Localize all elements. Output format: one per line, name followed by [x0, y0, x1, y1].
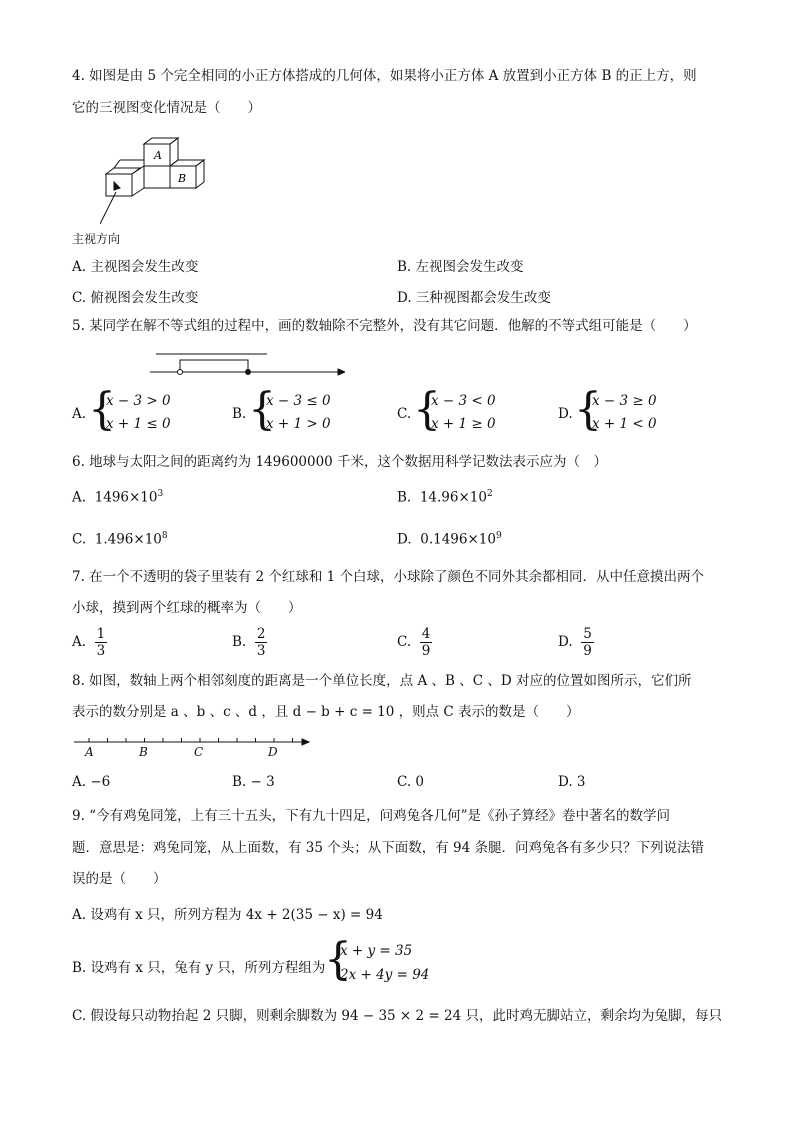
- q6-stem: 6. 地球与太阳之间的距离约为 149600000 千米，这个数据用科学记数法表示应为（ ）: [72, 454, 608, 470]
- q8-option-d[interactable]: D. 3: [558, 774, 586, 790]
- q6-option-d[interactable]: D. $0.1496\times 10^9$: [397, 531, 502, 548]
- q9-stem-line3: 误的是（ ）: [72, 871, 167, 887]
- q6-option-b[interactable]: B. $14.96\times 10^2$: [397, 489, 493, 506]
- cube-back: [106, 168, 140, 174]
- q4-option-a[interactable]: A. 主视图会发生改变: [72, 259, 199, 275]
- q8-option-b[interactable]: B. − 3: [232, 774, 275, 790]
- q5-option-d-letter[interactable]: D.: [558, 406, 573, 422]
- q6-option-a[interactable]: A. $1496\times 10^3$: [72, 489, 164, 506]
- q5-b-eq1: x − 3 ≤ 0: [266, 393, 331, 409]
- q5-b-eq2: x + 1 > 0: [266, 416, 331, 432]
- q5-d-eq1: x − 3 ≥ 0: [592, 393, 657, 409]
- cube-label-b: B: [178, 172, 187, 185]
- q7-option-a[interactable]: A. $\frac{1}{3}$: [72, 626, 106, 659]
- q5-d-eq2: x + 1 < 0: [592, 416, 657, 432]
- axis-label-d: D: [268, 745, 278, 759]
- q5-brace-d: {: [574, 384, 602, 435]
- q9-stem-line1: 9. “今有鸡兔同笼，上有三十五头，下有九十四足，问鸡兔各几何”是《孙子算经》卷中著名的数学问: [72, 808, 670, 824]
- cube-label-a: A: [154, 149, 162, 162]
- q5-brace-b: {: [248, 384, 276, 435]
- q5-option-c-letter[interactable]: C.: [397, 406, 412, 422]
- q4-option-d[interactable]: D. 三种视图都会发生改变: [397, 290, 551, 306]
- q8-option-a[interactable]: A. −6: [72, 774, 111, 790]
- q5-brace-c: {: [413, 384, 441, 435]
- axis-label-c: C: [194, 745, 204, 759]
- fig-caption: 主视方向: [72, 232, 121, 246]
- q8-option-c[interactable]: C. 0: [397, 774, 425, 790]
- q6-option-c[interactable]: C. $1.496\times 10^8$: [72, 531, 168, 548]
- q5-option-b-letter[interactable]: B.: [232, 406, 247, 422]
- axis-label-a: A: [85, 745, 94, 759]
- q9-option-b[interactable]: B. 设鸡有 x 只，兔有 y 只，所列方程组为: [72, 960, 326, 976]
- q4-stem-line2: 它的三视图变化情况是（ ）: [72, 100, 261, 116]
- q4-option-b[interactable]: B. 左视图会发生改变: [397, 259, 524, 275]
- q8-stem-line2: 表示的数分别是 a 、b 、c 、d ，且 d − b + c = 10 ，则点 C 表示的数是（ ）: [72, 704, 580, 720]
- q9-b-eq1: x + y = 35: [340, 943, 413, 959]
- q5-a-eq2: x + 1 ≤ 0: [106, 416, 171, 432]
- q7-stem-line1: 7. 在一个不透明的袋子里装有 2 个红球和 1 个白球，小球除了颜色不同外其余都相同．从中任意摸出两个: [72, 569, 705, 585]
- q5-a-eq1: x − 3 > 0: [106, 393, 171, 409]
- q7-option-d[interactable]: D. $\frac{5}{9}$: [558, 626, 592, 659]
- q7-stem-line2: 小球，摸到两个红球的概率为（ ）: [72, 600, 302, 616]
- cube-figure: [100, 136, 210, 228]
- q5-number-line: [150, 346, 345, 380]
- q9-b-eq2: 2x + 4y = 94: [340, 967, 430, 983]
- q4-stem-line1: 4. 如图是由 5 个完全相同的小正方体搭成的几何体，如果将小正方体 A 放置到小正方体 B 的正上方，则: [72, 68, 697, 84]
- q9-option-c[interactable]: C. 假设每只动物抬起 2 只脚，则剩余脚数为 94 − 35 × 2 = 24 只，此时鸡无脚站立，剩余均为兔脚，每只: [72, 1008, 722, 1024]
- q7-option-c[interactable]: C. $\frac{4}{9}$: [397, 626, 431, 659]
- q5-c-eq1: x − 3 < 0: [431, 393, 496, 409]
- q9-option-a[interactable]: A. 设鸡有 x 只，所列方程为 4x + 2(35 − x) = 94: [72, 907, 383, 923]
- q5-c-eq2: x + 1 ≥ 0: [431, 416, 496, 432]
- q5-stem: 5. 某同学在解不等式组的过程中，画的数轴除不完整外，没有其它问题．他解的不等式组可能是（ ）: [72, 318, 697, 334]
- q5-option-a-letter[interactable]: A.: [72, 406, 87, 422]
- q7-option-b[interactable]: B. $\frac{2}{3}$: [232, 626, 266, 659]
- q8-number-line: [72, 734, 312, 762]
- q5-brace-a: {: [88, 384, 116, 435]
- q8-stem-line1: 8. 如图，数轴上两个相邻刻度的距离是一个单位长度，点 A 、B 、C 、D 对应的位置如图所示，它们所: [72, 673, 692, 689]
- q9-stem-line2: 题．意思是：鸡兔同笼，从上面数，有 35 个头；从下面数，有 94 条腿．问鸡兔各有多少只？下列说法错: [72, 840, 705, 856]
- axis-label-b: B: [139, 745, 148, 759]
- q9-brace: {: [324, 934, 352, 985]
- q4-option-c[interactable]: C. 俯视图会发生改变: [72, 290, 199, 306]
